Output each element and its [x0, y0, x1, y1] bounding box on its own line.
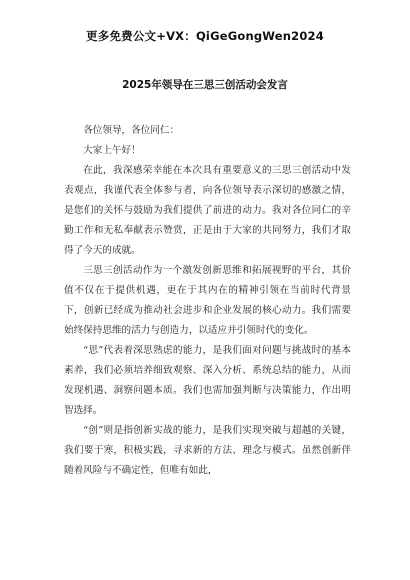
greeting: 大家上午好！ [83, 145, 141, 156]
promo-header: 更多免费公文+VX：QiGeGongWen2024 [86, 29, 324, 43]
paragraph: “创”则是指创新实战的能力，是我们实现突破与超越的关键，我们要于寒，积极实践，寻求新的方法、理念与模式。虽然创新伴随着风险与不确定性，但唯有如此， [64, 425, 351, 476]
salutation: 各位领导，各位同仁： [83, 125, 180, 136]
document-title: 2025年领导在三思三创活动会发言 [122, 79, 288, 91]
document-body [64, 121, 351, 481]
paragraph: 在此，我深感荣幸能在本次具有重要意义的三思三创活动中发表观点，我谨代表全体参与者，向各位领导表示深切的感激之情，是您们的关怀与鼓励为我们提供了前进的动力。我对各位同仁的辛勤工作和无私奉献表示赞赏，正是由于大家的共同努力，我们才取得了今天的成就。 [64, 165, 351, 256]
paragraph: 三思三创活动作为一个激发创新思维和拓展视野的平台，其价值不仅在于提供机遇，更在于其内在的精神引领在当前时代背景下，创新已经成为推动社会进步和企业发展的核心动力。我们需要始终保持思维的活力与创造力，以适应并引领时代的变化。 [64, 265, 351, 336]
paragraph: “思”代表着深思熟虑的能力，是我们面对问题与挑战时的基本素养，我们必须培养细致观察、深入分析、系统总结的能力，从而发现机遇、洞察问题本质。我们也需加强判断与决策能力，作出明智选择。 [64, 345, 351, 416]
